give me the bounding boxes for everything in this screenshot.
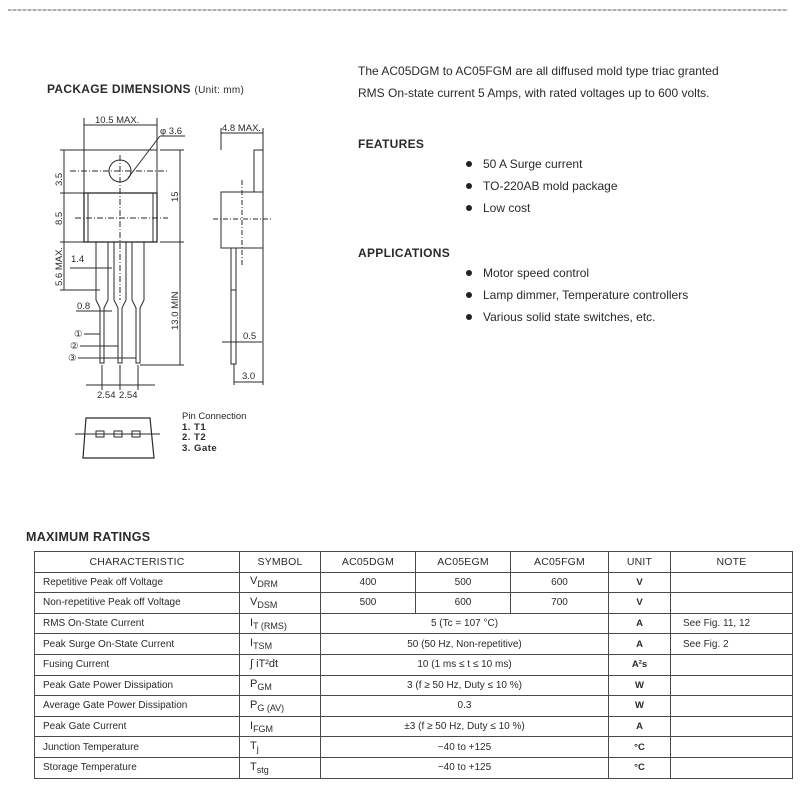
ac05egm-value: 600	[416, 593, 511, 614]
dim-0-5: 0.5	[243, 331, 257, 342]
header-ac05egm: AC05EGM	[416, 552, 511, 573]
symbol-text: ∫ iT²dt	[250, 657, 279, 670]
ac05dgm-value: 500	[321, 593, 416, 614]
dim-8-5: 8.5	[54, 211, 65, 225]
applications-title: APPLICATIONS	[358, 246, 451, 260]
application-item: Lamp dimmer, Temperature controllers	[466, 284, 688, 306]
characteristic-cell: Peak Surge On-State Current	[35, 634, 240, 655]
symbol-text: I	[250, 616, 254, 629]
unit-note: (Unit: mm)	[194, 85, 245, 96]
pin-connection-title: Pin Connection	[182, 411, 247, 422]
symbol-text: V	[250, 575, 258, 588]
pin-2-label: ②	[70, 341, 79, 352]
symbol-cell	[240, 757, 321, 778]
dim-hole-dia: φ 3.6	[160, 126, 183, 137]
all-models-value: 0.3	[321, 696, 609, 717]
all-models-value: 5 (Tc = 107 °C)	[321, 613, 609, 634]
ac05egm-value: 500	[416, 572, 511, 593]
table-row	[35, 572, 793, 593]
dim-3-0: 3.0	[242, 371, 256, 382]
dim-15: 15	[170, 191, 181, 202]
symbol-subscript: j	[256, 744, 259, 755]
unit-cell: °C	[609, 737, 671, 758]
unit-cell: A	[609, 634, 671, 655]
symbol-cell	[240, 613, 321, 634]
symbol-subscript: FGM	[253, 723, 274, 734]
symbol-cell	[240, 572, 321, 593]
dim-13-min: 13.0 MIN	[170, 291, 181, 330]
applications-list	[466, 262, 688, 328]
dim-pitch-2: 2.54	[119, 390, 138, 401]
symbol-cell	[240, 675, 321, 696]
all-models-value: 3 (f ≥ 50 Hz, Duty ≤ 10 %)	[321, 675, 609, 696]
characteristic-cell: Peak Gate Current	[35, 716, 240, 737]
header-note: NOTE	[671, 552, 793, 573]
dim-3-5: 3.5	[54, 172, 65, 186]
characteristic-cell: Junction Temperature	[35, 737, 240, 758]
characteristic-cell: Storage Temperature	[35, 757, 240, 778]
symbol-subscript: stg	[256, 764, 269, 775]
header-ac05dgm: AC05DGM	[321, 552, 416, 573]
symbol-text: P	[250, 698, 258, 711]
note-cell: See Fig. 11, 12	[671, 613, 793, 634]
all-models-value: −40 to +125	[321, 737, 609, 758]
table-row	[35, 696, 793, 717]
ac05fgm-value: 600	[511, 572, 609, 593]
unit-cell: V	[609, 572, 671, 593]
symbol-subscript: DSM	[257, 599, 278, 610]
note-cell	[671, 737, 793, 758]
symbol-subscript: T (RMS)	[253, 620, 287, 631]
dim-depth-max: 4.8 MAX.	[222, 123, 262, 134]
symbol-cell	[240, 737, 321, 758]
maximum-ratings-title: MAXIMUM RATINGS	[26, 530, 151, 544]
intro-paragraph	[358, 60, 788, 104]
header-unit: UNIT	[609, 552, 671, 573]
symbol-subscript: GM	[257, 682, 272, 693]
dim-1-4: 1.4	[71, 254, 85, 265]
pin-1-label: ①	[74, 329, 83, 340]
features-title: FEATURES	[358, 137, 425, 151]
application-item: Various solid state switches, etc.	[466, 306, 688, 328]
table-header-row	[35, 552, 793, 573]
characteristic-cell: Fusing Current	[35, 654, 240, 675]
symbol-cell	[240, 634, 321, 655]
table-row	[35, 675, 793, 696]
note-cell	[671, 654, 793, 675]
ac05fgm-value: 700	[511, 593, 609, 614]
pin-3-label: ③	[68, 353, 77, 364]
unit-cell: A	[609, 613, 671, 634]
table-row	[35, 757, 793, 778]
feature-item: Low cost	[466, 197, 618, 219]
symbol-subscript: G (AV)	[257, 702, 285, 713]
intro-line-1: The AC05DGM to AC05FGM are all diffused mold type triac granted	[358, 64, 719, 78]
all-models-value: −40 to +125	[321, 757, 609, 778]
table-row	[35, 716, 793, 737]
unit-cell: V	[609, 593, 671, 614]
note-cell	[671, 696, 793, 717]
intro-line-2: RMS On-state current 5 Amps, with rated voltages up to 600 volts.	[358, 86, 710, 100]
characteristic-cell: Non-repetitive Peak off Voltage	[35, 593, 240, 614]
table-row	[35, 634, 793, 655]
maximum-ratings-table	[34, 551, 793, 779]
unit-cell: A	[609, 716, 671, 737]
unit-cell: A²s	[609, 654, 671, 675]
dim-width-max: 10.5 MAX.	[95, 115, 140, 126]
features-list	[466, 153, 618, 219]
note-cell	[671, 572, 793, 593]
table-row	[35, 593, 793, 614]
pin-connection	[182, 412, 246, 454]
feature-item: 50 A Surge current	[466, 153, 618, 175]
unit-cell: °C	[609, 757, 671, 778]
unit-cell: W	[609, 696, 671, 717]
table-row	[35, 654, 793, 675]
pin-2-t2: 2. T2	[182, 432, 207, 443]
unit-cell: W	[609, 675, 671, 696]
feature-item: TO-220AB mold package	[466, 175, 618, 197]
dim-5-6-max: 5.6 MAX.	[54, 246, 65, 286]
symbol-subscript: TSM	[253, 641, 273, 652]
symbol-text: I	[250, 637, 254, 650]
symbol-text: V	[250, 595, 258, 608]
symbol-text: I	[250, 719, 254, 732]
symbol-text: P	[250, 678, 258, 691]
note-cell	[671, 593, 793, 614]
header-ac05fgm: AC05FGM	[511, 552, 609, 573]
note-cell	[671, 757, 793, 778]
note-cell	[671, 675, 793, 696]
table-row	[35, 737, 793, 758]
characteristic-cell: Peak Gate Power Dissipation	[35, 675, 240, 696]
symbol-cell	[240, 716, 321, 737]
ac05dgm-value: 400	[321, 572, 416, 593]
pin-1-t1: 1. T1	[182, 421, 207, 433]
characteristic-cell: RMS On-State Current	[35, 613, 240, 634]
symbol-cell	[240, 593, 321, 614]
all-models-value: 10 (1 ms ≤ t ≤ 10 ms)	[321, 654, 609, 675]
all-models-value: ±3 (f ≥ 50 Hz, Duty ≤ 10 %)	[321, 716, 609, 737]
symbol-text: T	[250, 760, 257, 773]
application-item: Motor speed control	[466, 262, 688, 284]
note-cell: See Fig. 2	[671, 634, 793, 655]
pin-3-gate: 3. Gate	[182, 442, 218, 454]
symbol-cell	[240, 654, 321, 675]
note-cell	[671, 716, 793, 737]
table-row	[35, 613, 793, 634]
symbol-cell	[240, 696, 321, 717]
characteristic-cell: Average Gate Power Dissipation	[35, 696, 240, 717]
package-title-text: PACKAGE DIMENSIONS	[47, 82, 191, 96]
characteristic-cell: Repetitive Peak off Voltage	[35, 572, 240, 593]
dim-pitch-1: 2.54	[97, 390, 116, 401]
symbol-subscript: DRM	[257, 579, 278, 590]
header-characteristic: CHARACTERISTIC	[35, 552, 240, 573]
header-symbol: SYMBOL	[240, 552, 321, 573]
dim-0-8: 0.8	[77, 301, 91, 312]
all-models-value: 50 (50 Hz, Non-repetitive)	[321, 634, 609, 655]
symbol-text: T	[250, 740, 257, 753]
